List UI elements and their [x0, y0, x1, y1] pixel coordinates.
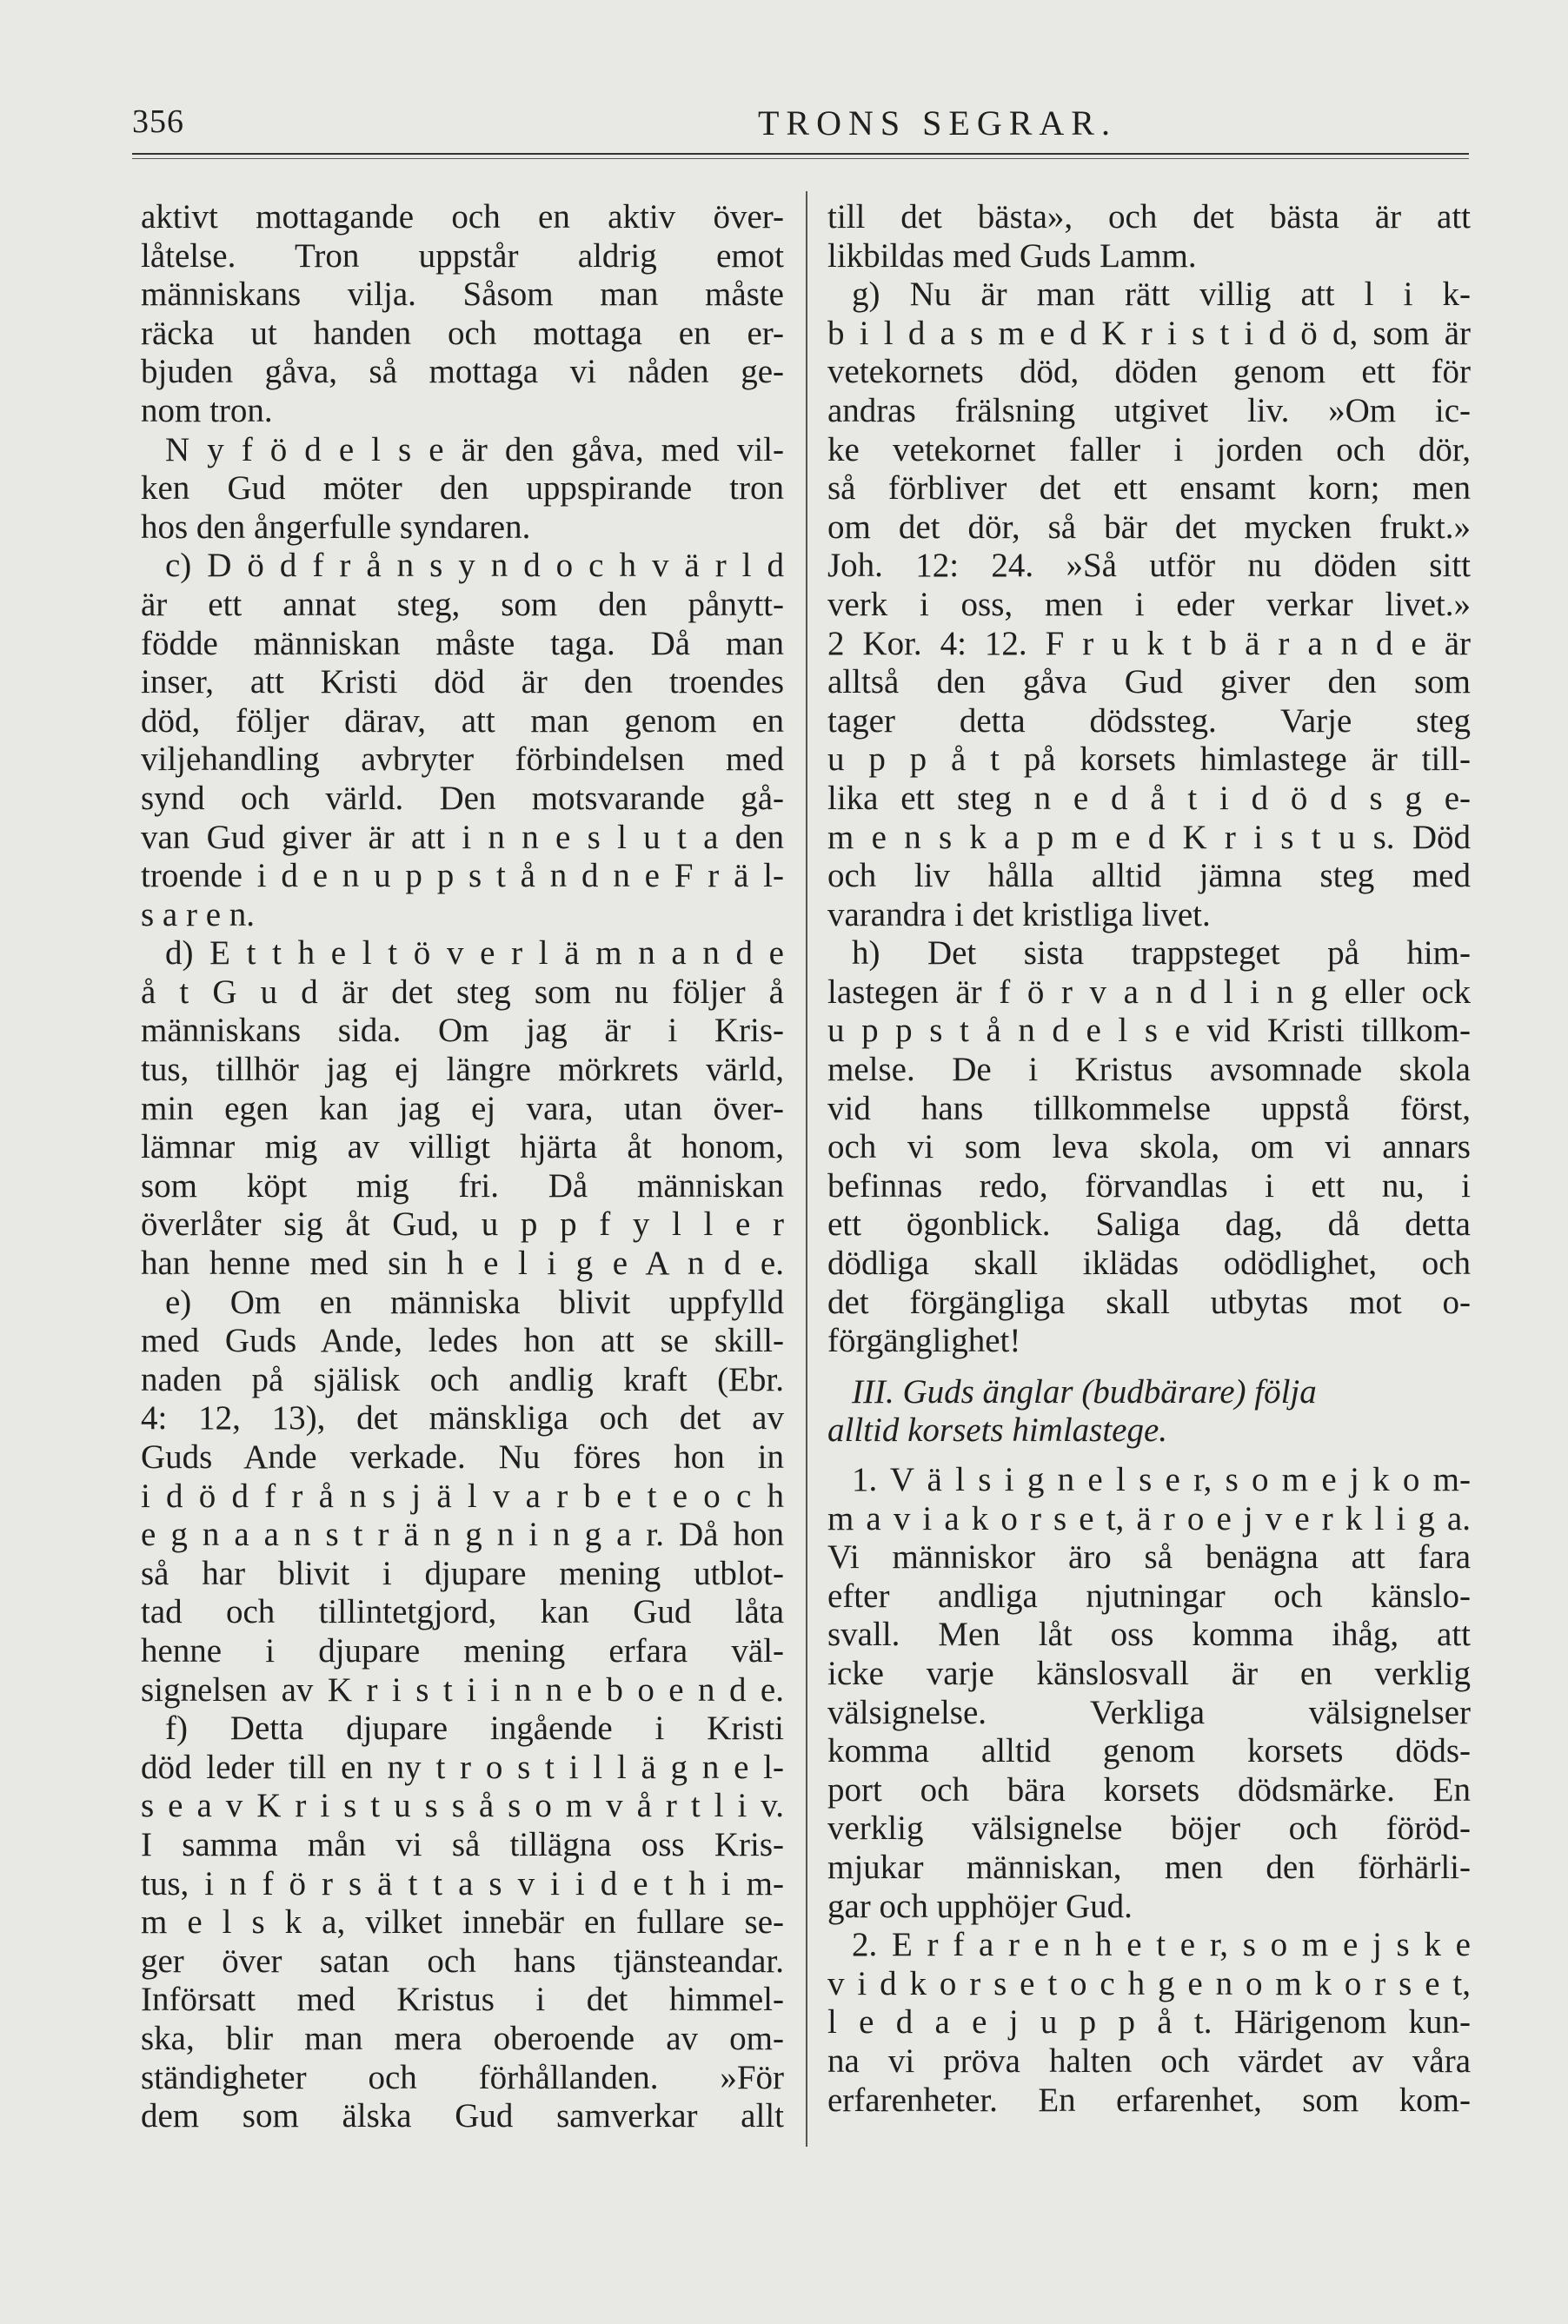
text-line: min egen kan jag ej vara, utan över- — [141, 1089, 784, 1127]
text-line: ett ögonblick. Saliga dag, då detta — [827, 1205, 1471, 1244]
text-line: ska, blir man mera oberoende av om- — [141, 2019, 784, 2057]
running-title: TRONS SEGRAR. — [758, 103, 1117, 143]
text-line: hos den ångerfulle syndaren. — [141, 508, 531, 546]
text-line: d) E t t h e l t ö v e r l ä m n a n d e — [165, 934, 784, 973]
text-line: icke varje känslosvall är en verklig — [827, 1654, 1471, 1692]
header-rule — [132, 153, 1469, 155]
text-line: svall. Men låt oss komma ihåg, att — [827, 1616, 1471, 1654]
text-line: död leder till en ny t r o s t i l l ä g n e l- — [141, 1748, 784, 1786]
right-column — [827, 198, 1471, 2120]
text-line: naden på själisk och andlig kraft (Ebr. — [141, 1360, 784, 1398]
text-line: v i d k o r s e t o c h g e n o m k o r s e t, — [827, 1964, 1471, 2002]
text-line: Införsatt med Kristus i det himmel- — [141, 1981, 784, 2019]
text-line: van Gud giver är att i n n e s l u t a den — [141, 818, 784, 856]
text-line: tager detta dödssteg. Varje steg — [827, 701, 1471, 740]
text-line: alltså den gåva Gud giver den som — [827, 663, 1471, 701]
text-line: varandra i det kristliga livet. — [827, 895, 1211, 933]
section-heading: III. Guds änglar (budbärare) följa — [852, 1372, 1317, 1411]
text-line: vetekornets död, döden genom ett för — [827, 353, 1471, 391]
text-line: u p p s t å n d e l s e vid Kristi tillkom- — [827, 1012, 1471, 1050]
text-line: 1. V ä l s i g n e l s e r, s o m e j k o m- — [852, 1461, 1471, 1498]
text-line: verk i oss, men i eder verkar livet.» — [827, 585, 1471, 623]
text-line: som köpt mig fri. Då människan — [141, 1166, 784, 1205]
text-line: Guds Ande verkade. Nu föres hon in — [141, 1438, 784, 1476]
text-line: troende i d e n u p p s t å n d n e F r ä l- — [141, 857, 784, 895]
text-line: tad och tillintetgjord, kan Gud låta — [141, 1593, 784, 1631]
text-line: och vi som leva skola, om vi annars — [827, 1128, 1471, 1166]
text-line: e g n a a n s t r ä n g n i n g a r. Då hon — [141, 1516, 784, 1554]
text-line: andras frälsning utgivet liv. »Om ic- — [827, 391, 1471, 429]
text-line: l e d a e j u p p å t. Härigenom kun- — [827, 2003, 1471, 2042]
text-line: nom tron. — [141, 391, 273, 429]
text-line: na vi pröva halten och värdet av våra — [827, 2042, 1471, 2080]
text-line: c) D ö d f r å n s y n d o c h v ä r l d — [165, 547, 784, 585]
header-rule-thin — [132, 158, 1469, 159]
text-line: ger över satan och hans tjänsteandar. — [141, 1942, 784, 1980]
text-line: inser, att Kristi död är den troendes — [141, 663, 784, 701]
text-line: h) Det sista trappsteget på him- — [852, 934, 1471, 973]
page-header — [132, 103, 1469, 153]
text-line: är ett annat steg, som den pånytt- — [141, 585, 784, 623]
text-line: synd och värld. Den motsvarande gå- — [141, 779, 784, 817]
text-line: mjukar människan, men den förhärli- — [827, 1848, 1471, 1886]
text-line: g) Nu är man rätt villig att l i k- — [852, 276, 1471, 314]
text-line: han henne med sin h e l i g e A n d e. — [141, 1245, 784, 1283]
text-line: ständigheter och förhållanden. »För — [141, 2058, 784, 2096]
text-line: b i l d a s m e d K r i s t i d ö d, som är — [827, 314, 1471, 352]
text-line: 4: 12, 13), det mänskliga och det av — [141, 1399, 784, 1438]
text-line: födde människan måste taga. Då man — [141, 624, 784, 662]
text-line: å t G u d är det steg som nu följer å — [141, 973, 784, 1011]
text-line: lika ett steg n e d å t i d ö d s g e- — [827, 779, 1471, 817]
text-line: överlåter sig åt Gud, u p p f y l l e r — [141, 1205, 784, 1244]
text-line: s a r e n. — [141, 895, 256, 933]
text-line: och liv hålla alltid jämna steg med — [827, 857, 1471, 895]
text-line: f) Detta djupare ingående i Kristi — [165, 1710, 784, 1748]
text-line: räcka ut handen och mottaga en er- — [141, 314, 784, 352]
text-line: vid hans tillkommelse uppstå först, — [827, 1089, 1471, 1127]
text-line: m e l s k a, vilket innebär en fullare se- — [141, 1903, 784, 1942]
text-line: 2 Kor. 4: 12. F r u k t b ä r a n d e är — [827, 624, 1471, 662]
text-line: ke vetekornet faller i jorden och dör, — [827, 430, 1471, 468]
text-line: så har blivit i djupare mening utblot- — [141, 1554, 784, 1592]
text-line: aktivt mottagande och en aktiv över- — [141, 198, 784, 236]
text-line: u p p å t på korsets himlastege är till- — [827, 740, 1471, 779]
text-line: bjuden gåva, så mottaga vi nåden ge- — [141, 353, 784, 391]
text-line: henne i djupare mening erfara väl- — [141, 1631, 784, 1670]
text-line: m e n s k a p m e d K r i s t u s. Död — [827, 818, 1471, 856]
text-line: gar och upphöjer Gud. — [827, 1887, 1133, 1925]
text-line: Joh. 12: 24. »Så utför nu döden sitt — [827, 547, 1471, 585]
text-line: tus, i n f ö r s ä t t a s v i i d e t h i m- — [141, 1864, 784, 1902]
text-line: signelsen av K r i s t i i n n e b o e n d e. — [141, 1670, 784, 1709]
text-line: verklig välsignelse böjer och föröd- — [827, 1809, 1471, 1848]
column-divider — [806, 191, 807, 2147]
text-line: människans vilja. Såsom man måste — [141, 276, 784, 314]
text-line: lämnar mig av villigt hjärta åt honom, — [141, 1128, 784, 1166]
text-line: dödliga skall iklädas odödlighet, och — [827, 1245, 1471, 1283]
text-line: tus, tillhör jag ej längre mörkrets värld, — [141, 1051, 784, 1089]
text-line: förgänglighet! — [827, 1322, 1021, 1360]
text-line: komma alltid genom korsets döds- — [827, 1732, 1471, 1770]
text-line: om det dör, så bär det mycken frukt.» — [827, 508, 1471, 546]
text-line: port och bära korsets dödsmärke. En — [827, 1770, 1471, 1809]
text-line: I samma mån vi så tillägna oss Kris- — [141, 1825, 784, 1863]
text-line: e) Om en människa blivit uppfylld — [165, 1283, 784, 1321]
text-line: m a v i a k o r s e t, ä r o e j v e r k l i g a. — [827, 1499, 1471, 1537]
text-line: erfarenheter. En erfarenhet, som kom- — [827, 2081, 1471, 2119]
text-line: det förgängliga skall utbytas mot o- — [827, 1283, 1471, 1321]
text-line: dem som älska Gud samverkar allt — [141, 2097, 784, 2135]
text-line: välsignelse. Verkliga välsignelser — [827, 1693, 1471, 1731]
text-line: så förbliver det ett ensamt korn; men — [827, 469, 1471, 508]
page-number: 356 — [132, 103, 184, 140]
text-line: död, följer därav, att man genom en — [141, 701, 784, 740]
text-line: efter andliga njutningar och känslo- — [827, 1577, 1471, 1615]
text-line: 2. E r f a r e n h e t e r, s o m e j s k e — [852, 1926, 1471, 1964]
text-line: viljehandling avbryter förbindelsen med — [141, 740, 784, 779]
text-line: med Guds Ande, ledes hon att se skill- — [141, 1322, 784, 1360]
text-line: N y f ö d e l s e är den gåva, med vil- — [165, 430, 784, 468]
text-line: människans sida. Om jag är i Kris- — [141, 1012, 784, 1050]
text-line: i d ö d f r å n s j ä l v a r b e t e o c h — [141, 1477, 784, 1515]
text-line: likbildas med Guds Lamm. — [827, 236, 1197, 275]
text-line: lastegen är f ö r v a n d l i n g eller ock — [827, 973, 1471, 1011]
text-line: melse. De i Kristus avsomnade skola — [827, 1051, 1471, 1089]
text-line: befinnas redo, förvandlas i ett nu, i — [827, 1166, 1471, 1205]
section-heading-cont: alltid korsets himlastege. — [827, 1411, 1168, 1450]
text-line: s e a v K r i s t u s s å s o m v å r t l i v. — [141, 1787, 784, 1825]
left-column — [141, 198, 784, 2136]
text-line: ken Gud möter den uppspirande tron — [141, 469, 784, 508]
text-line: Vi människor äro så benägna att fara — [827, 1538, 1471, 1577]
text-line: till det bästa», och det bästa är att — [827, 198, 1471, 236]
text-line: låtelse. Tron uppstår aldrig emot — [141, 236, 784, 275]
